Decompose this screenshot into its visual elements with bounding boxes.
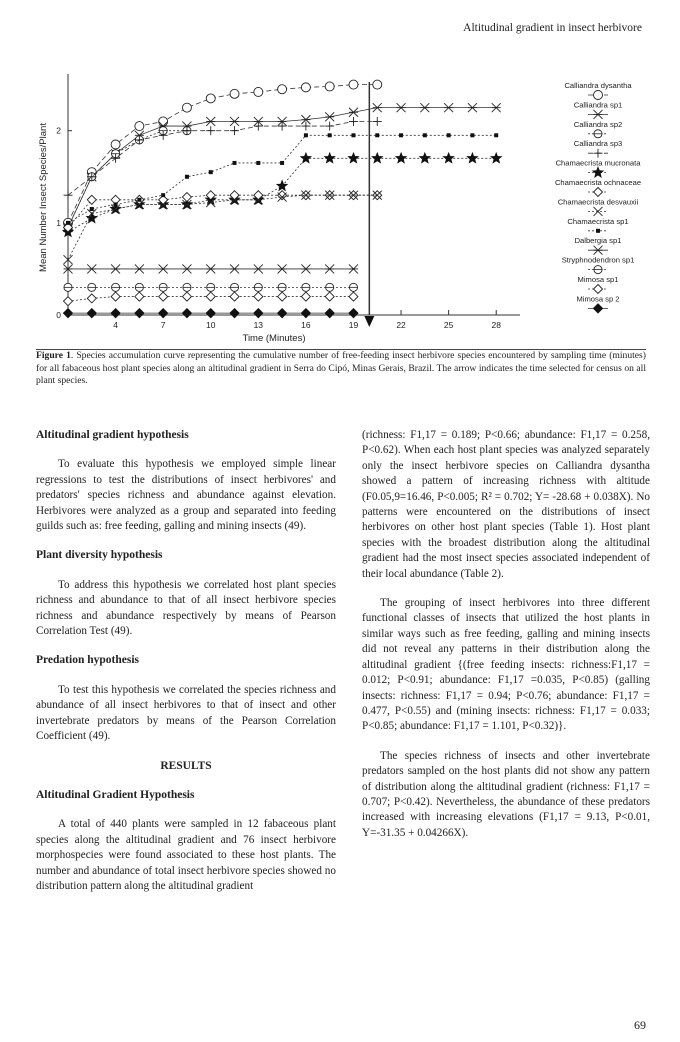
heading-altitudinal-gradient: Altitudinal gradient hypothesis <box>36 429 189 441</box>
x-tick-label: 7 <box>160 320 166 330</box>
legend-marker <box>594 110 603 119</box>
caption-label: Figure 1 <box>36 350 71 361</box>
legend-entry <box>567 217 628 233</box>
left-column <box>36 428 336 908</box>
legend-label: Dalbergia sp1 <box>574 236 622 246</box>
data-point <box>182 193 191 202</box>
data-point <box>397 103 406 112</box>
data-point <box>135 292 144 301</box>
data-point <box>351 133 355 137</box>
data-point <box>301 153 311 162</box>
data-point <box>182 264 191 273</box>
legend-label: Chamaecrista sp1 <box>567 216 629 226</box>
data-point <box>349 264 358 273</box>
data-point <box>326 283 334 291</box>
data-point <box>491 153 501 162</box>
legend-entry <box>558 197 639 216</box>
data-point <box>206 292 215 301</box>
data-point <box>278 292 287 301</box>
data-point <box>135 264 144 273</box>
heading-plant-diversity: Plant diversity hypothesis <box>36 549 163 562</box>
data-point <box>137 198 141 202</box>
data-point <box>420 153 430 162</box>
legend-entry <box>574 139 623 158</box>
legend-marker <box>594 188 603 197</box>
series-chamaecrista-ochnaceae <box>64 191 382 232</box>
data-point <box>206 126 215 135</box>
heading-results: RESULTS <box>160 759 212 772</box>
data-point <box>444 103 453 112</box>
data-point <box>447 133 451 137</box>
running-head: Altitudinal gradient in insect herbivore <box>463 22 642 34</box>
data-point <box>230 126 239 135</box>
data-point <box>325 292 334 301</box>
data-point <box>325 112 334 121</box>
x-tick-label: 4 <box>113 320 118 330</box>
x-tick-label: 19 <box>348 320 359 330</box>
legend-marker <box>594 130 602 138</box>
legend-label: Stryphnodendron sp1 <box>561 255 635 265</box>
legend-label: Chamaecrista desvauxii <box>557 197 639 207</box>
data-point <box>325 82 334 91</box>
legend-entry <box>574 120 623 138</box>
legend-label: Calliandra sp2 <box>573 119 623 129</box>
legend-marker <box>594 266 602 274</box>
data-point <box>182 103 191 112</box>
data-point <box>301 264 310 273</box>
legend-label: Chamaecrista ochnaceae <box>554 178 642 187</box>
data-point <box>349 283 357 291</box>
data-point <box>64 191 73 200</box>
data-point <box>349 117 358 126</box>
data-point <box>349 80 358 89</box>
data-point <box>325 122 334 131</box>
data-point <box>302 283 310 291</box>
data-point <box>349 309 358 318</box>
data-point <box>278 85 287 94</box>
data-point <box>399 133 403 137</box>
data-point <box>494 133 498 137</box>
data-point <box>278 309 287 318</box>
heading-predation: Predation hypothesis <box>36 654 139 667</box>
data-point <box>64 283 72 291</box>
legend-entry <box>578 275 619 294</box>
data-point <box>87 213 97 222</box>
data-point <box>64 297 73 306</box>
data-point <box>185 175 189 179</box>
data-point <box>278 191 287 200</box>
data-point <box>328 133 332 137</box>
legend-entry <box>555 178 641 197</box>
y-tick-label: 0 <box>56 310 61 320</box>
data-point <box>87 294 96 303</box>
legend-label: Calliandra sp1 <box>573 100 623 110</box>
data-point <box>254 122 263 131</box>
paragraph-altitudinal-method: To evaluate this hypothesis we employed simple linear regressions to test the distributions of insect herbivores' and predators' species richness and abundance against elevation. Herbivores were analyzed as a group and separated into feeding guilds such as: free feeding, galling and mining insects (49). <box>36 458 336 533</box>
legend-label: Mimosa sp1 <box>577 275 619 284</box>
x-axis-label: Time (Minutes) <box>242 333 306 344</box>
data-point <box>135 283 143 291</box>
x-tick-label: 10 <box>206 320 216 330</box>
paragraph-predators: The species richness of insects and other invertebrate predators sampled on the host plants did not show any pattern of distribution along the altitudinal gradient (richness: F1,17 = 0.707; P<0.42). Nevertheless, the abundance of these predators increased with increasing elevations (F1,17 = 9.13, P<0.01, Y=-31.35 + 0.04266X). <box>362 749 650 839</box>
data-point <box>207 283 215 291</box>
data-point <box>280 161 284 165</box>
y-axis-label: Mean Number Insect Species/Plant <box>38 123 49 272</box>
data-point <box>325 153 335 162</box>
data-point <box>301 309 310 318</box>
data-point <box>444 153 454 162</box>
data-point <box>114 202 118 206</box>
y-tick-label: 1 <box>56 217 61 228</box>
data-point <box>301 83 310 92</box>
data-point <box>254 292 263 301</box>
data-point <box>372 153 382 162</box>
data-point <box>159 309 168 318</box>
data-point <box>111 292 120 301</box>
right-column <box>362 428 650 855</box>
series-calliandra-sp2 <box>64 127 191 232</box>
series-mimosa-sp-2 <box>64 309 358 318</box>
data-point <box>206 117 215 126</box>
data-point <box>230 264 239 273</box>
y-tick-label: 2 <box>56 125 61 136</box>
paragraph-functional-groups: The grouping of insect herbivores into three different functional classes of insects that utilized the host plants in similar ways such as free feeding, galling and mining insects did not reveal any patterns in their distribution along the altitudinal gradient {(free feeding insects: richness:F1,17 = 0.012; P<0.91; abundance: F1,17 =0.035, P<0.85) (galling insects: richness: F1,17 = 0.94; P<0.76; abundance: F1,17 = 0.477, P<0.55) and (mining insects: richness: F1,17 = 0.033; P<0.85; abundance: F1,17 = 1.101, P<0.32)}. <box>362 597 650 733</box>
legend-label: Calliandra dysantha <box>564 81 632 90</box>
data-point <box>492 103 501 112</box>
species-accumulation-chart <box>0 60 680 350</box>
data-point <box>349 292 358 301</box>
data-point <box>278 264 287 273</box>
data-point <box>161 193 165 197</box>
data-point <box>182 292 191 301</box>
data-point <box>230 309 239 318</box>
x-tick-label: 25 <box>443 320 454 330</box>
data-point <box>373 117 382 126</box>
series-dalbergia-sp1 <box>64 264 358 273</box>
data-point <box>159 117 168 126</box>
data-point <box>87 264 96 273</box>
data-point <box>90 207 94 211</box>
series-line <box>68 135 496 223</box>
data-point <box>135 309 144 318</box>
data-point <box>159 292 168 301</box>
data-point <box>206 309 215 318</box>
paragraph-plant-diversity: To address this hypothesis we correlated host plant species richness and abundance to that of all insect herbivore species richness and abundance respectively by means of Pearson Correlation Test (49). <box>36 578 336 638</box>
legend-marker <box>596 229 600 233</box>
data-point <box>111 264 120 273</box>
series-chamaecrista-sp1 <box>66 133 498 225</box>
data-point <box>375 133 379 137</box>
data-point <box>230 283 238 291</box>
data-point <box>111 140 120 149</box>
paragraph-predation: To test this hypothesis we correlated the species richness and abundance of all insect herbivores to that of insect and other invertebrate predators by means of the Pearson Correlation Coefficient (49). <box>36 683 336 743</box>
legend-marker <box>594 91 603 100</box>
legend-marker <box>593 167 603 176</box>
data-point <box>111 309 120 318</box>
heading-altitudinal-results: Altitudinal Gradient Hypothesis <box>36 788 195 801</box>
data-point <box>254 87 263 96</box>
data-point <box>256 161 260 165</box>
x-tick-label: 22 <box>396 320 406 330</box>
data-point <box>423 133 427 137</box>
data-point <box>159 264 168 273</box>
page-number: 69 <box>634 1018 646 1032</box>
data-point <box>325 264 334 273</box>
data-point <box>373 80 382 89</box>
paragraph-results-total: A total of 440 plants were sampled in 12 fabaceous plant species along the altitudinal gradient and 76 insect herbivore morphospecies were found associated to these host plants. The number and abundance of total insect herbivore species showed no distribution pattern along the altitudinal gradient <box>36 818 336 892</box>
data-point <box>87 309 96 318</box>
data-point <box>301 292 310 301</box>
series-stryphnodendron-sp1 <box>64 283 358 291</box>
data-point <box>66 221 70 225</box>
data-point <box>230 117 239 126</box>
data-point <box>233 161 237 165</box>
data-point <box>230 292 239 301</box>
legend-marker <box>594 304 603 313</box>
data-point <box>182 309 191 318</box>
data-point <box>349 153 359 162</box>
data-point <box>183 283 191 291</box>
data-point <box>88 283 96 291</box>
data-point <box>278 283 286 291</box>
data-point <box>64 309 73 318</box>
data-point <box>468 153 478 162</box>
data-point <box>468 103 477 112</box>
data-point <box>396 153 406 162</box>
series-chamaecrista-desvauxii <box>64 191 382 265</box>
data-point <box>135 122 144 131</box>
legend-entry <box>574 100 623 119</box>
data-point <box>206 94 215 103</box>
legend-marker <box>594 149 603 158</box>
paragraph-results-continued: (richness: F1,17 = 0.189; P<0.66; abundance: F1,17 = 0.258, P<0.62). When each host plant species was analyzed separately only the insect herbivore species on Calliandra dysantha showed a pattern of increasing richness with altitude (F0.05,9=16.46, P<0.005; R² = 0.702; Y= -28.68 + 0.038X). No patterns were encountered on the distributions of insect herbivores on other host plant species (Table 1). Host plant species with the broadest distribution along the altitudinal gradient had the most insect species associated independent of their local abundance (Table 2). <box>362 429 650 580</box>
data-point <box>304 133 308 137</box>
legend-marker <box>594 285 603 294</box>
data-point <box>254 309 263 318</box>
legend-label: Calliandra sp3 <box>573 139 623 149</box>
data-point <box>373 103 382 112</box>
data-point <box>420 103 429 112</box>
legend-label: Mimosa sp 2 <box>576 294 620 304</box>
legend-entry <box>575 236 622 255</box>
x-tick-label: 28 <box>491 320 501 330</box>
x-tick-label: 16 <box>301 320 311 330</box>
data-point <box>112 283 120 291</box>
legend-entry <box>562 256 635 274</box>
data-point <box>325 309 334 318</box>
data-point <box>278 122 287 131</box>
legend-entry <box>564 81 632 100</box>
caption-text: . Species accumulation curve representing the cumulative number of free-feeding insect herbivore species encountered by sampling time (minutes) for all fabaceous host plant species along an altitudinal gradient in Serra do Cipó, Minas Gerais, Brazil. The arrow indicates the time selected for census on all plant species. <box>36 350 646 387</box>
legend-marker <box>594 246 603 255</box>
data-point <box>159 283 167 291</box>
data-point <box>230 89 239 98</box>
data-point <box>206 264 215 273</box>
data-point <box>470 133 474 137</box>
legend-entry <box>576 294 619 313</box>
data-point <box>349 108 358 117</box>
legend-entry <box>556 159 642 177</box>
figure-caption <box>36 350 646 388</box>
x-tick-label: 13 <box>253 320 264 330</box>
data-point <box>254 283 262 291</box>
census-arrow <box>364 316 374 327</box>
series-mimosa-sp1 <box>64 292 358 306</box>
data-point <box>209 170 213 174</box>
legend-label: Chamaecrista mucronata <box>555 158 641 168</box>
data-point <box>254 264 263 273</box>
